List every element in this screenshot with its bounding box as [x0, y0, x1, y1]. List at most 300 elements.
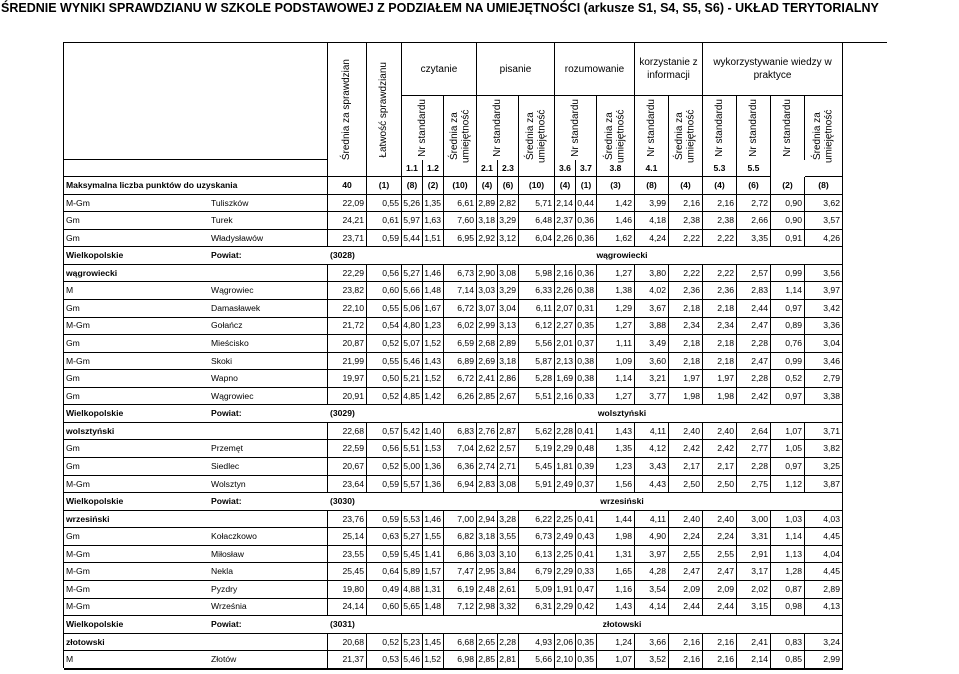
- table-cell: 3,03: [477, 546, 498, 564]
- table-cell: 0,60: [367, 282, 402, 300]
- gmina-name: Przemęt: [209, 440, 328, 458]
- table-cell: 1,09: [597, 353, 635, 371]
- table-cell: 22,59: [328, 440, 367, 458]
- table-cell: 2,55: [703, 546, 737, 564]
- school-type: Gm: [64, 458, 209, 476]
- table-cell: 2,17: [703, 458, 737, 476]
- gmina-name: Gołańcz: [209, 318, 328, 336]
- table-cell: 0,97: [771, 458, 805, 476]
- table-cell: 5,07: [402, 335, 423, 353]
- table-cell: 2,92: [477, 230, 498, 248]
- gmina-name: Pyzdry: [209, 581, 328, 599]
- table-cell: 0,53: [367, 651, 402, 669]
- summary-value-cell: 2,65: [477, 634, 498, 652]
- table-cell: 0,91: [771, 230, 805, 248]
- table-cell: 0,55: [367, 300, 402, 318]
- table-cell: 2,16: [703, 651, 737, 669]
- table-cell: 3,15: [737, 599, 771, 617]
- table-cell: 1,51: [423, 230, 444, 248]
- table-cell: [328, 669, 367, 670]
- summary-value-cell: 2,40: [703, 511, 737, 529]
- header-skill-average: Średnia za umiejętność: [444, 96, 477, 177]
- table-cell: 1,63: [423, 212, 444, 230]
- summary-value-cell: 2,94: [477, 511, 498, 529]
- summary-value-cell: 6,83: [444, 423, 477, 441]
- table-cell: 3,82: [805, 440, 843, 458]
- table-cell: 6,72: [444, 370, 477, 388]
- table-cell: 6,04: [519, 230, 555, 248]
- summary-value-cell: 5,27: [402, 265, 423, 283]
- standard-number: 5.5: [737, 160, 771, 177]
- school-type: Gm: [64, 528, 209, 546]
- table-cell: 4,26: [805, 230, 843, 248]
- table-cell: 1,11: [597, 335, 635, 353]
- table-cell: 3,52: [635, 651, 669, 669]
- summary-value-cell: 1,24: [597, 634, 635, 652]
- summary-value-cell: 0,41: [576, 423, 597, 441]
- table-cell: 6,72: [444, 300, 477, 318]
- table-cell: 0,42: [576, 599, 597, 617]
- table-cell: 3,08: [498, 476, 519, 494]
- table-cell: 0,37: [576, 335, 597, 353]
- header-group-reasoning: rozumowanie: [555, 43, 635, 96]
- table-cell: 3,04: [498, 300, 519, 318]
- powiat-name: złotowski: [402, 616, 843, 634]
- gmina-name: Miłosław: [209, 546, 328, 564]
- results-table: [63, 42, 887, 668]
- table-cell: 4,45: [805, 528, 843, 546]
- table-cell: 2,26: [555, 230, 576, 248]
- table-cell: 2,44: [669, 599, 703, 617]
- school-type: Gm: [64, 335, 209, 353]
- table-cell: 19,80: [328, 581, 367, 599]
- summary-value-cell: 2,57: [737, 265, 771, 283]
- table-cell: 7,47: [444, 563, 477, 581]
- table-cell: 6,79: [519, 563, 555, 581]
- table-cell: 0,55: [367, 195, 402, 213]
- school-type: M-Gm: [64, 563, 209, 581]
- table-cell: 6,02: [444, 318, 477, 336]
- table-cell: 5,57: [402, 476, 423, 494]
- table-cell: 1,56: [597, 476, 635, 494]
- table-cell: 2,42: [703, 440, 737, 458]
- table-cell: 0,36: [576, 230, 597, 248]
- table-cell: 5,27: [402, 528, 423, 546]
- school-type: M-Gm: [64, 599, 209, 617]
- table-cell: 25,45: [328, 563, 367, 581]
- table-cell: 3,04: [805, 335, 843, 353]
- summary-value-cell: 0,41: [576, 511, 597, 529]
- table-cell: 3,97: [635, 546, 669, 564]
- summary-value-cell: 6,73: [444, 265, 477, 283]
- summary-value-cell: 0,83: [771, 634, 805, 652]
- summary-value-cell: 1,43: [597, 423, 635, 441]
- powiat-voivodeship: Wielkopolskie: [64, 616, 209, 634]
- table-cell: 0,36: [576, 212, 597, 230]
- max-points-cell: (6): [498, 177, 519, 195]
- table-cell: [597, 669, 635, 670]
- table-cell: 0,63: [367, 528, 402, 546]
- table-cell: 1,46: [597, 212, 635, 230]
- table-cell: 5,06: [402, 300, 423, 318]
- school-type: Gm: [64, 370, 209, 388]
- table-cell: 1,07: [597, 651, 635, 669]
- summary-value-cell: 2,28: [498, 634, 519, 652]
- table-cell: 0,90: [771, 212, 805, 230]
- table-cell: [576, 669, 597, 670]
- table-cell: 3,17: [737, 563, 771, 581]
- table-cell: 0,99: [771, 353, 805, 371]
- table-cell: 1,27: [597, 318, 635, 336]
- table-cell: [669, 669, 703, 670]
- table-cell: 0,33: [576, 388, 597, 406]
- table-cell: 2,09: [669, 581, 703, 599]
- table-cell: [805, 669, 843, 670]
- table-cell: 2,29: [555, 563, 576, 581]
- table-cell: 23,71: [328, 230, 367, 248]
- summary-value-cell: 2,40: [669, 511, 703, 529]
- table-cell: 3,42: [805, 300, 843, 318]
- table-cell: 3,29: [498, 212, 519, 230]
- school-type: M-Gm: [64, 581, 209, 599]
- table-cell: 23,55: [328, 546, 367, 564]
- table-cell: 1,14: [597, 370, 635, 388]
- table-cell: 2,62: [477, 440, 498, 458]
- table-cell: 1,48: [423, 599, 444, 617]
- table-cell: 2,18: [703, 300, 737, 318]
- table-cell: 3,32: [498, 599, 519, 617]
- standard-number: 1.1: [402, 160, 423, 177]
- standard-number: 2.3: [498, 160, 519, 177]
- table-cell: 2,14: [555, 195, 576, 213]
- summary-value-cell: 3,66: [635, 634, 669, 652]
- powiat-label: Powiat:: [209, 616, 328, 634]
- table-cell: 1,53: [423, 440, 444, 458]
- table-cell: 6,36: [444, 458, 477, 476]
- powiat-name: wągrowiecki: [402, 247, 843, 265]
- table-cell: 2,36: [669, 282, 703, 300]
- table-cell: 5,19: [519, 440, 555, 458]
- max-points-label: Maksymalna liczba punktów do uzyskania: [64, 177, 328, 195]
- summary-value-cell: 4,11: [635, 423, 669, 441]
- summary-value-cell: 4,11: [635, 511, 669, 529]
- table-cell: 3,21: [635, 370, 669, 388]
- table-cell: 2,98: [477, 599, 498, 617]
- table-cell: 3,35: [737, 230, 771, 248]
- powiat-voivodeship: Wielkopolskie: [64, 405, 209, 423]
- table-cell: 3,12: [498, 230, 519, 248]
- table-cell: 3,18: [477, 212, 498, 230]
- table-cell: 2,42: [669, 440, 703, 458]
- school-type: Gm: [64, 212, 209, 230]
- table-cell: 0,38: [576, 282, 597, 300]
- gmina-name: Siedlec: [209, 458, 328, 476]
- table-cell: 0,59: [367, 230, 402, 248]
- table-cell: [519, 669, 555, 670]
- summary-value-cell: 3,56: [805, 265, 843, 283]
- header-standard-no: Nr standardu: [477, 96, 519, 160]
- summary-value-cell: 2,22: [703, 265, 737, 283]
- summary-value-cell: 2,25: [555, 511, 576, 529]
- table-cell: 0,85: [771, 651, 805, 669]
- school-type: [64, 669, 209, 670]
- table-cell: 2,02: [737, 581, 771, 599]
- table-cell: 2,67: [498, 388, 519, 406]
- summary-value-cell: 2,22: [669, 265, 703, 283]
- summary-value-cell: 3,08: [498, 265, 519, 283]
- table-cell: 2,29: [555, 440, 576, 458]
- table-cell: 2,22: [703, 230, 737, 248]
- table-cell: 2,72: [737, 195, 771, 213]
- summary-value-cell: 5,98: [519, 265, 555, 283]
- table-cell: 2,91: [737, 546, 771, 564]
- table-cell: [498, 669, 519, 670]
- table-cell: 5,26: [402, 195, 423, 213]
- standard-number: 3.7: [576, 160, 597, 177]
- header-blank-cell: [209, 43, 328, 160]
- table-cell: 4,80: [402, 318, 423, 336]
- table-cell: 2,18: [669, 335, 703, 353]
- table-cell: 0,61: [367, 212, 402, 230]
- table-cell: 6,31: [519, 599, 555, 617]
- table-cell: 3,43: [635, 458, 669, 476]
- header-skill-average: Średnia za umiejętność: [669, 96, 703, 177]
- summary-value-cell: 2,16: [669, 634, 703, 652]
- table-cell: 0,59: [367, 476, 402, 494]
- table-cell: 2,50: [669, 476, 703, 494]
- summary-value-cell: 1,46: [423, 265, 444, 283]
- table-cell: 0,60: [367, 599, 402, 617]
- page-title: ŚREDNIE WYNIKI SPRAWDZIANU W SZKOLE PODSTAWOWEJ Z PODZIAŁEM NA UMIEJĘTNOŚCI (arkusze S1, S4, S5, S6) - UKŁAD TERYTORIALNY: [1, 1, 879, 15]
- gmina-name: Skoki: [209, 353, 328, 371]
- table-cell: 4,88: [402, 581, 423, 599]
- table-cell: 2,22: [669, 230, 703, 248]
- table-cell: 1,29: [597, 300, 635, 318]
- header-standard-no: Nr standardu: [635, 96, 669, 160]
- table-cell: 2,38: [703, 212, 737, 230]
- table-cell: 2,16: [555, 388, 576, 406]
- gmina-name: Władysławów: [209, 230, 328, 248]
- table-cell: 2,47: [669, 563, 703, 581]
- table-cell: 2,61: [498, 581, 519, 599]
- table-cell: 3,29: [498, 282, 519, 300]
- table-cell: 1,31: [597, 546, 635, 564]
- table-cell: 5,00: [402, 458, 423, 476]
- table-cell: [423, 669, 444, 670]
- table-cell: 6,12: [519, 318, 555, 336]
- table-cell: 0,52: [367, 388, 402, 406]
- table-cell: 2,37: [555, 212, 576, 230]
- table-cell: [703, 669, 737, 670]
- table-cell: 20,91: [328, 388, 367, 406]
- table-cell: 3,13: [498, 318, 519, 336]
- table-cell: 2,10: [555, 651, 576, 669]
- table-cell: 20,67: [328, 458, 367, 476]
- table-cell: 2,99: [805, 651, 843, 669]
- table-cell: 1,23: [597, 458, 635, 476]
- table-cell: 2,57: [498, 440, 519, 458]
- table-cell: [771, 669, 805, 670]
- table-cell: 2,48: [477, 581, 498, 599]
- gmina-name: [209, 669, 328, 670]
- table-cell: 4,43: [635, 476, 669, 494]
- table-cell: 5,71: [519, 195, 555, 213]
- table-cell: 1,52: [423, 651, 444, 669]
- table-cell: 1,23: [423, 318, 444, 336]
- summary-value-cell: 2,16: [555, 265, 576, 283]
- table-cell: 6,19: [444, 581, 477, 599]
- table-cell: 2,71: [498, 458, 519, 476]
- table-cell: 0,52: [367, 335, 402, 353]
- header-standard-no: Nr standardu: [703, 96, 737, 160]
- table-cell: 5,65: [402, 599, 423, 617]
- summary-value-cell: 6,22: [519, 511, 555, 529]
- table-cell: 1,27: [597, 388, 635, 406]
- table-cell: 3,46: [805, 353, 843, 371]
- max-points-cell: (8): [402, 177, 423, 195]
- table-cell: 2,49: [555, 528, 576, 546]
- gmina-name: Wolsztyn: [209, 476, 328, 494]
- table-cell: 1,48: [423, 282, 444, 300]
- table-cell: 1,97: [703, 370, 737, 388]
- table-cell: 2,81: [498, 651, 519, 669]
- table-cell: 5,21: [402, 370, 423, 388]
- summary-value-cell: 2,40: [703, 423, 737, 441]
- gmina-name: Nekla: [209, 563, 328, 581]
- table-cell: 2,89: [805, 581, 843, 599]
- gmina-name: Złotów: [209, 651, 328, 669]
- table-cell: 6,89: [444, 353, 477, 371]
- powiat-voivodeship: Wielkopolskie: [64, 493, 209, 511]
- table-cell: 6,95: [444, 230, 477, 248]
- school-type: M-Gm: [64, 476, 209, 494]
- table-cell: 5,87: [519, 353, 555, 371]
- table-cell: 5,46: [402, 353, 423, 371]
- table-cell: 2,34: [703, 318, 737, 336]
- table-cell: 2,16: [669, 195, 703, 213]
- gmina-name: Turek: [209, 212, 328, 230]
- summary-value-cell: 0,36: [576, 265, 597, 283]
- table-cell: 2,89: [477, 195, 498, 213]
- header-blank-cell: [64, 43, 209, 160]
- gmina-name: Kołaczkowo: [209, 528, 328, 546]
- school-type: M-Gm: [64, 353, 209, 371]
- table-cell: 2,28: [737, 370, 771, 388]
- header-group-information: korzystanie z informacji: [635, 43, 703, 96]
- table-cell: 22,10: [328, 300, 367, 318]
- gmina-name: Mieścisko: [209, 335, 328, 353]
- header-skill-average: Średnia za umiejętność: [597, 96, 635, 177]
- table-cell: 2,07: [555, 300, 576, 318]
- table-cell: 0,47: [576, 581, 597, 599]
- table-cell: 1,65: [597, 563, 635, 581]
- max-points-cell: (8): [805, 177, 843, 195]
- table-cell: 0,89: [771, 318, 805, 336]
- table-cell: 3,18: [498, 353, 519, 371]
- gmina-name: Wągrowiec: [209, 388, 328, 406]
- table-cell: 1,91: [555, 581, 576, 599]
- table-cell: 0,98: [771, 599, 805, 617]
- table-cell: 1,43: [423, 353, 444, 371]
- table-cell: 1,55: [423, 528, 444, 546]
- table-cell: 5,91: [519, 476, 555, 494]
- header-skill-average: Średnia za umiejętność: [519, 96, 555, 177]
- table-cell: 0,54: [367, 318, 402, 336]
- summary-value-cell: 0,56: [367, 265, 402, 283]
- table-cell: 1,62: [597, 230, 635, 248]
- table-cell: 7,04: [444, 440, 477, 458]
- table-cell: 6,86: [444, 546, 477, 564]
- table-cell: 1,97: [669, 370, 703, 388]
- summary-value-cell: 1,27: [597, 265, 635, 283]
- summary-value-cell: 5,42: [402, 423, 423, 441]
- table-cell: 2,18: [669, 353, 703, 371]
- table-cell: 7,14: [444, 282, 477, 300]
- table-cell: 3,87: [805, 476, 843, 494]
- summary-value-cell: 6,68: [444, 634, 477, 652]
- table-cell: 0,37: [576, 476, 597, 494]
- table-cell: 4,02: [635, 282, 669, 300]
- table-cell: 3,77: [635, 388, 669, 406]
- table-cell: 4,14: [635, 599, 669, 617]
- table-cell: 2,74: [477, 458, 498, 476]
- table-cell: 5,51: [519, 388, 555, 406]
- powiat-code: (3029): [328, 405, 402, 423]
- table-cell: 3,18: [477, 528, 498, 546]
- summary-value-cell: 5,23: [402, 634, 423, 652]
- table-cell: 1,52: [423, 370, 444, 388]
- table-cell: 3,60: [635, 353, 669, 371]
- table-cell: 0,55: [367, 353, 402, 371]
- table-cell: 5,09: [519, 581, 555, 599]
- school-type: Gm: [64, 230, 209, 248]
- table-cell: 2,27: [555, 318, 576, 336]
- summary-value-cell: 2,64: [737, 423, 771, 441]
- table-cell: 0,41: [576, 546, 597, 564]
- max-points-cell: (8): [635, 177, 669, 195]
- school-type: M-Gm: [64, 318, 209, 336]
- table-cell: 5,66: [402, 282, 423, 300]
- max-points-cell: (2): [771, 177, 805, 195]
- max-points-cell: (3): [597, 177, 635, 195]
- school-type: Gm: [64, 388, 209, 406]
- table-cell: 0,31: [576, 300, 597, 318]
- table-cell: 0,35: [576, 651, 597, 669]
- table-cell: 2,13: [555, 353, 576, 371]
- table-cell: 3,10: [498, 546, 519, 564]
- summary-value-cell: 1,46: [423, 511, 444, 529]
- powiat-summary-name: wrzesiński: [64, 511, 328, 529]
- table-cell: 20,87: [328, 335, 367, 353]
- table-cell: 6,33: [519, 282, 555, 300]
- table-cell: 2,14: [737, 651, 771, 669]
- summary-value-cell: 2,87: [498, 423, 519, 441]
- summary-value-cell: 22,29: [328, 265, 367, 283]
- table-cell: 1,42: [423, 388, 444, 406]
- standard-number: 3.6: [555, 160, 576, 177]
- table-cell: 2,34: [669, 318, 703, 336]
- table-cell: 1,98: [669, 388, 703, 406]
- table-cell: 2,38: [669, 212, 703, 230]
- table-cell: 3,62: [805, 195, 843, 213]
- table-cell: 2,83: [477, 476, 498, 494]
- table-cell: 0,97: [771, 300, 805, 318]
- header-blank-cell: [64, 160, 209, 177]
- header-skill-average: Średnia za umiejętność: [805, 96, 843, 177]
- table-cell: 1,35: [597, 440, 635, 458]
- table-cell: 0,76: [771, 335, 805, 353]
- table-cell: 4,28: [635, 563, 669, 581]
